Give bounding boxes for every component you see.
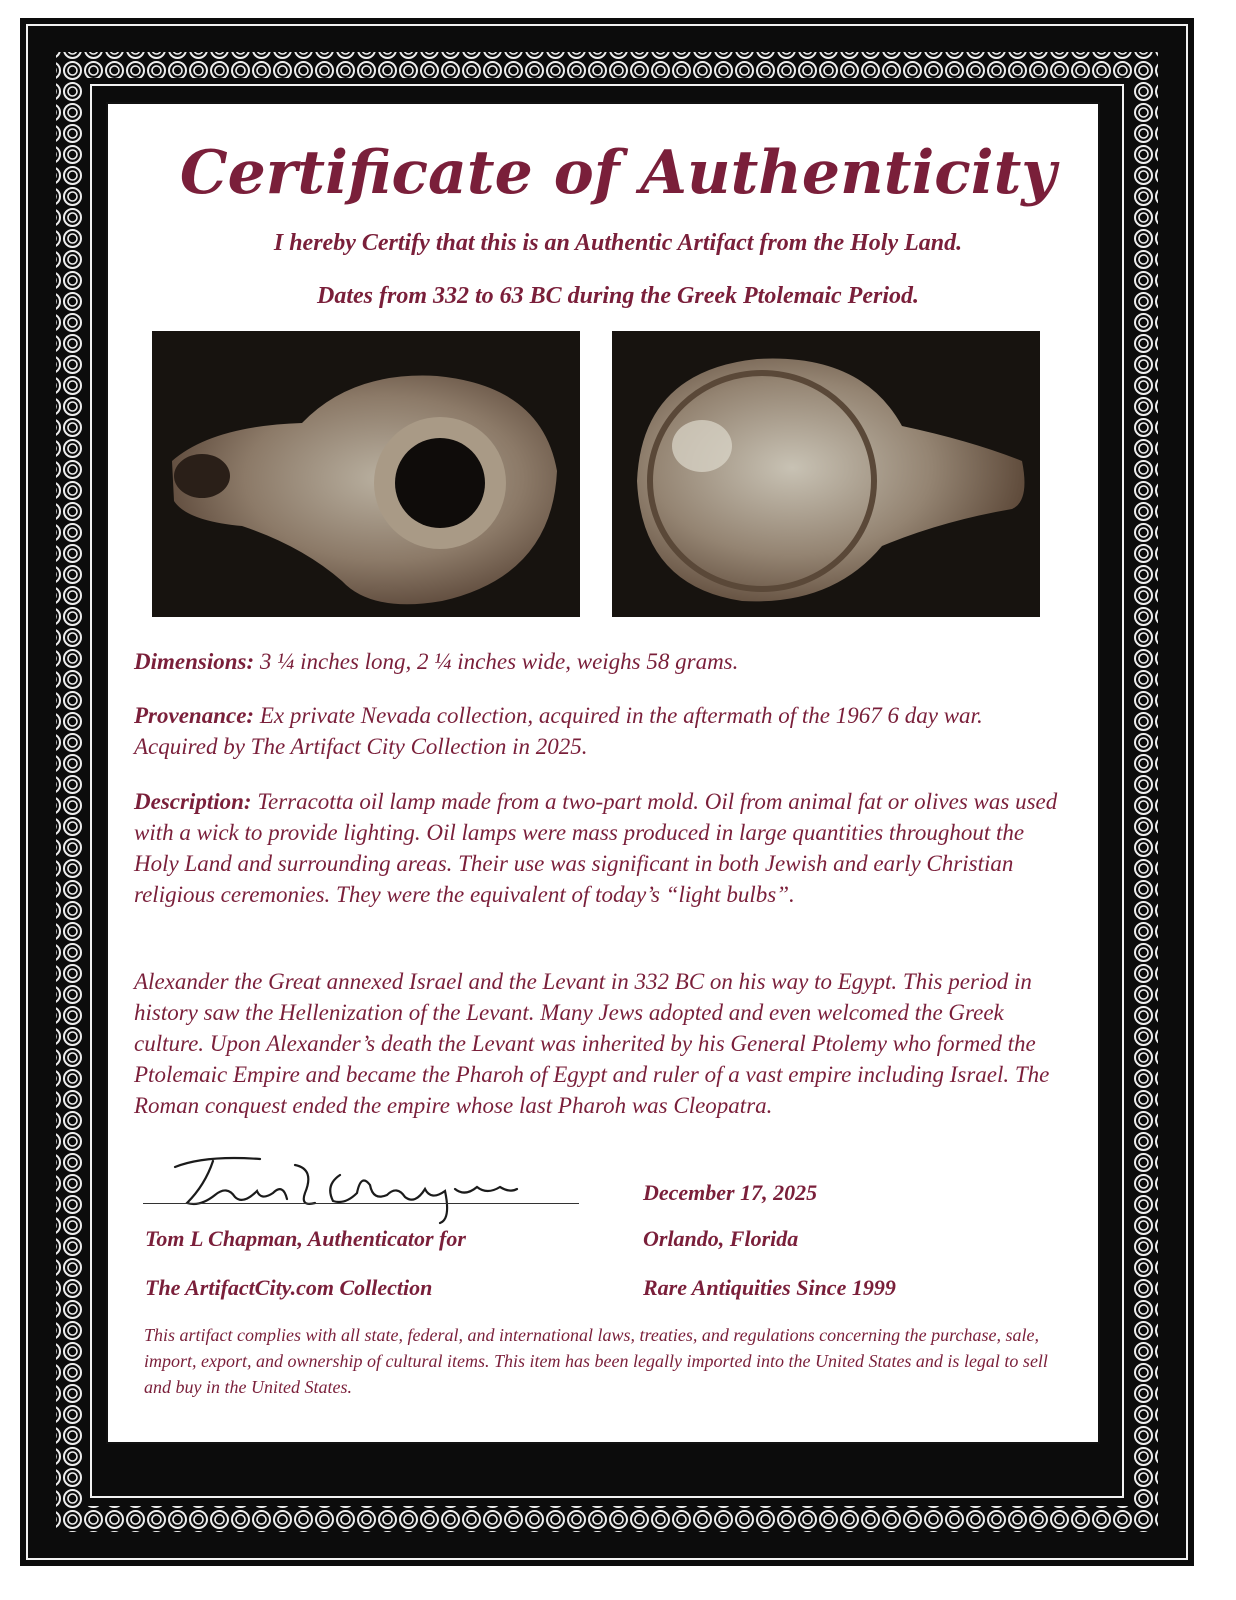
- description-label: Description:: [134, 789, 252, 814]
- authenticator-name: Tom L Chapman, Authenticator for: [145, 1226, 466, 1251]
- certify-statement: I hereby Certify that this is an Authentic Artifact from the Holy Land.: [273, 230, 963, 256]
- legal-notice: This artifact complies with all state, federal, and international laws, treaties, and regulations concerning the purchase, sale, import, export, and ownership of cultural items. This item has been legally imported into the United States and is legal to sell and buy in the United States.: [144, 1325, 1048, 1397]
- signature-line: [143, 1203, 579, 1204]
- certificate-location: Orlando, Florida: [643, 1226, 799, 1251]
- handwritten-signature: [165, 1145, 525, 1225]
- dimensions-label: Dimensions:: [134, 649, 255, 674]
- period-statement: Dates from 332 to 63 BC during the Greek Ptolemaic Period.: [317, 283, 919, 309]
- artifact-photo-bottom: [612, 331, 1040, 617]
- description-paragraph: [134, 786, 1064, 910]
- provenance-text: Ex private Nevada collection, acquired in the aftermath of the 1967 6 day war. Acquired by The Artifact City Collection in 2025.: [134, 703, 983, 759]
- artifact-photo-top: [152, 331, 580, 617]
- certificate-date: December 17, 2025: [643, 1180, 818, 1205]
- provenance-label: Provenance:: [134, 703, 255, 728]
- history-paragraph: Alexander the Great annexed Israel and the Levant in 332 BC on his way to Egypt. This period in history saw the Hellenization of the Levant. Many Jews adopted and even welcomed the Greek culture. Upon Alexander’s death the Levant was inherited by his General Ptolemy who formed the Ptolemaic Empire and became the Pharoh of Egypt and ruler of a vast empire including Israel. The Roman conquest ended the empire whose last Pharoh was Cleopatra.: [134, 969, 1050, 1118]
- dimensions-paragraph: [134, 646, 1064, 677]
- certificate-title: Certificate of Authenticity: [179, 138, 1057, 208]
- company-tagline: Rare Antiquities Since 1999: [643, 1275, 896, 1300]
- provenance-paragraph: [134, 700, 1064, 762]
- description-text: Terracotta oil lamp made from a two-part mold. Oil from animal fat or olives was used with a wick to provide lighting. Oil lamps were mass produced in large quantities throughout the Holy Land and surrounding areas. Their use was significant in both Jewish and early Christian religious ceremonies. They were the equivalent of today’s “light bulbs”.: [134, 789, 1058, 907]
- dimensions-text: 3 ¼ inches long, 2 ¼ inches wide, weighs 58 grams.: [254, 649, 739, 674]
- collection-name: The ArtifactCity.com Collection: [145, 1275, 433, 1300]
